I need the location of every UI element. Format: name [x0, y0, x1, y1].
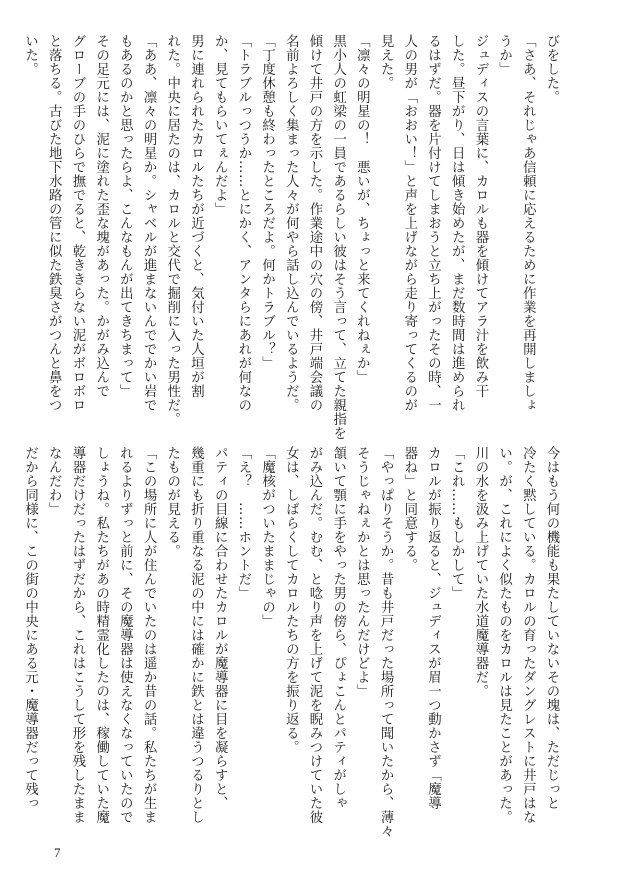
- upper-line: るはずだ。器を片付けてしまおうと立ち上がったその時、一: [425, 34, 441, 412]
- lower-line: パティの目線に合わせたカロルが魔導器に目を凝らすと、: [212, 446, 228, 810]
- lower-line: 川の水を汲み上げていた水道魔導器だ。: [472, 446, 488, 698]
- upper-line: した。昼下がり、日は傾き始めたが、まだ数時間は進められ: [449, 34, 465, 412]
- upper-line: 黒小人の虹梁の一員であるらしい彼はそう言って、立てた親指を: [330, 34, 346, 440]
- lower-line: カロルが振り返ると、ジュディスが眉一つ動かさず「魔導: [425, 446, 441, 810]
- upper-line: びをした。: [544, 34, 559, 104]
- upper-line: と落ちる。古びた地下水路の管に似た鉄臭さがつんと鼻をつ: [46, 34, 62, 412]
- lower-line: 「魔核がついたままじゃの」: [259, 446, 275, 628]
- lower-line: 「やっぱりそうか。昔も井戸だった場所って聞いたから、薄々: [378, 446, 394, 838]
- lower-line: れるよりずっと前に、その魔導器は使えなくなっていたので: [117, 446, 133, 824]
- lower-line: 冷たく黙している。カロルの育ったダングレストに井戸はな: [520, 446, 536, 824]
- upper-line: 「凛々の明星の！ 悪いが、ちょっと来てくれねぇか」: [354, 34, 370, 384]
- upper-line: 「さあ、それじゃあ信頼に応えるために作業を再開しましょ: [520, 34, 536, 412]
- lower-line: だから同様に、この街の中央にある元・魔導器だって残っ: [22, 446, 38, 810]
- upper-line: グローブの手のひらで撫でると、乾ききらない泥がボロボロ: [69, 34, 85, 412]
- lower-line: 幾重にも折り重なる泥の中には確かに鉄とは違うつるりとし: [188, 446, 204, 824]
- upper-line: もあるのかと思ったらよ、こんなもんが出てきちまって」: [117, 34, 133, 398]
- upper-line: 見えた。: [378, 34, 394, 90]
- upper-line: 男に連れられたカロルたちが近づくと、気付いた人垣が割: [188, 34, 204, 398]
- page-number: 7: [54, 845, 61, 860]
- lower-line: 女は、しばらくしてカロルたちの方を振り返る。: [283, 446, 299, 754]
- lower-line: なんだわ」: [46, 446, 62, 516]
- upper-line: いた。: [22, 34, 38, 76]
- lower-line: 器ね」と同意する。: [401, 446, 417, 572]
- lower-line: 導器だけだったはずだから、これはこうして形を残したまま: [69, 446, 85, 824]
- lower-line: 「これ……もしかして」: [449, 446, 465, 600]
- upper-line: 名前よろしく集まった人々が何やら話し込んでいるようだ。: [283, 34, 299, 412]
- upper-line: その足元には、泥に塗れた歪な塊があった。かがみ込んで: [93, 34, 109, 398]
- upper-line: 傾けて井戸の方を示した。作業途中の穴の傍、井戸端会議の: [306, 34, 322, 412]
- upper-line: うか」: [496, 34, 512, 76]
- lower-line: そうじゃねぇかとは思ったんだけどよ」: [354, 446, 370, 698]
- upper-line: 人の男が「おおい！」と声を上げながら走り寄ってくるのが: [401, 34, 417, 412]
- lower-line: 今はもう何の機能も果たしていないその塊は、ただじっと: [544, 446, 559, 810]
- upper-line: 「丁度休憩も終わったところだよ。何かトラブル？」: [259, 34, 275, 370]
- lower-line: がみ込んだ。むむ、と唸り声を上げて泥を睨みつけていた彼: [306, 446, 322, 824]
- upper-line: れた。中央に居たのは、カロルと交代で掘削に入った男性だ。: [164, 34, 180, 426]
- upper-line: か、見てもらいてぇんだよ」: [212, 34, 228, 216]
- lower-line: しょうね。私たちがあの時精霊化したのは、稼働していた魔: [93, 446, 109, 824]
- lower-line: たものが見える。: [164, 446, 180, 558]
- lower-text-block: [18, 446, 563, 838]
- lower-line: 「え？ ……ホントだ」: [235, 446, 251, 600]
- lower-line: い。が、これによく似たものをカロルは見たことがあった。: [496, 446, 512, 824]
- lower-line: 頷いて顎に手をやった男の傍ら、ぴょこんとパティがしゃ: [330, 446, 346, 810]
- upper-line: 「トラブルっつうか……とにかく、アンタらにあれが何なの: [235, 34, 251, 412]
- upper-line: ジュディスの言葉に、カロルも器を傾けてアラ汁を飲み干: [472, 34, 488, 398]
- lower-line: 「この場所に人が住んでいたのは遥か昔の話。私たちが生ま: [141, 446, 157, 824]
- upper-line: 「ああ、凛々の明星か。シャベルが進まないんででかい岩で: [141, 34, 157, 412]
- upper-text-block: [18, 34, 563, 440]
